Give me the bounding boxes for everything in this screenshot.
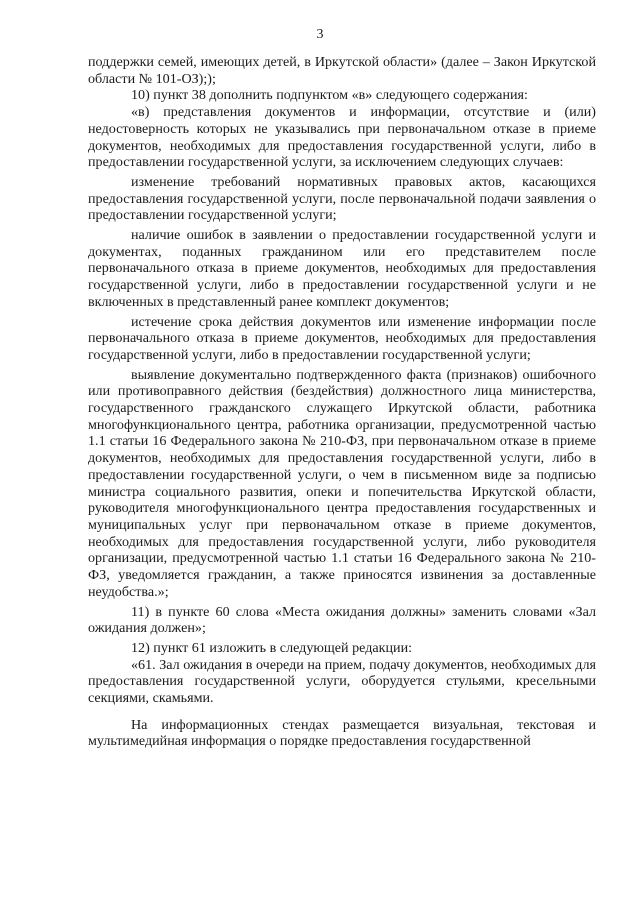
paragraph-item-11: 11) в пункте 60 слова «Места ожидания должны» заменить словами «Зал ожидания должен»; (88, 603, 596, 637)
paragraph-item-61: «61. Зал ожидания в очереди на прием, подачу документов, необходимых для предоставления государственной услуги, оборудуется стульями, кресельными секциями, скамьями. (88, 656, 596, 707)
paragraph-subitem-v: «в) представления документов и информации, отсутствие и (или) недостоверность которых не указывались при первоначальном отказе в приеме документов, необходимых для предоставления государственной услуги, либо в предоставлении государственной услуги, за исключением следующих случаев: (88, 104, 596, 171)
paragraph-info-stands: На информационных стендах размещается визуальная, текстовая и мультимедийная информация о порядке предоставления государственной (88, 716, 596, 750)
paragraph-exception-3: истечение срока действия документов или изменение информации после первоначального отказа в приеме документов, необходимых для предоставления государственной услуги, либо в предоставлении государственной услуги; (88, 313, 596, 363)
paragraph-exception-1: изменение требований нормативных правовых актов, касающихся предоставления государственной услуги, после первоначальной подачи заявления о предоставлении государственной услуги; (88, 173, 596, 224)
page-number: 3 (316, 27, 324, 42)
paragraph-exception-2: наличие ошибок в заявлении о предоставлении государственной услуги и документах, поданных гражданином или его представителем после первоначального отказа в приеме документов, необходимых для предоставления государственной услуги, либо в предоставлении государственной услуги и не включенных в представленный ранее комплект документов; (88, 227, 596, 310)
document-body (88, 54, 596, 750)
paragraph-item-10: 10) пункт 38 дополнить подпунктом «в» следующего содержания: (131, 87, 528, 104)
paragraph-exception-4: выявление документально подтвержденного факта (признаков) ошибочного или противоправного действия (бездействия) должностного лица министерства, государственного гражданского служащего Иркутской области, работника многофункционального центра, работника организации, предусмотренной частью 1.1 статьи 16 Федерального закона № 210-ФЗ, при первоначальном отказе в приеме документов, необходимых для предоставления государственной услуги, либо в предоставлении государственной услуги, о чем в письменном виде за подписью министра социального развития, опеки и попечительства Иркутской области, руководителя многофункционального центра предоставления государственных и муниципальных услуг при первоначальном отказе в приеме документов, необходимых для предоставления государственной услуги, либо руководителя организации, предусмотренной частью 1.1 статьи 16 Федерального закона № 210-ФЗ, уведомляется гражданин, а также приносятся извинения за доставленные неудобства.»; (88, 366, 596, 600)
paragraph-continuation: поддержки семей, имеющих детей, в Иркутской области» (далее – Закон Иркутской области № 101-ОЗ);); (88, 54, 596, 87)
paragraph-item-12: 12) пункт 61 изложить в следующей редакции: (131, 639, 413, 656)
